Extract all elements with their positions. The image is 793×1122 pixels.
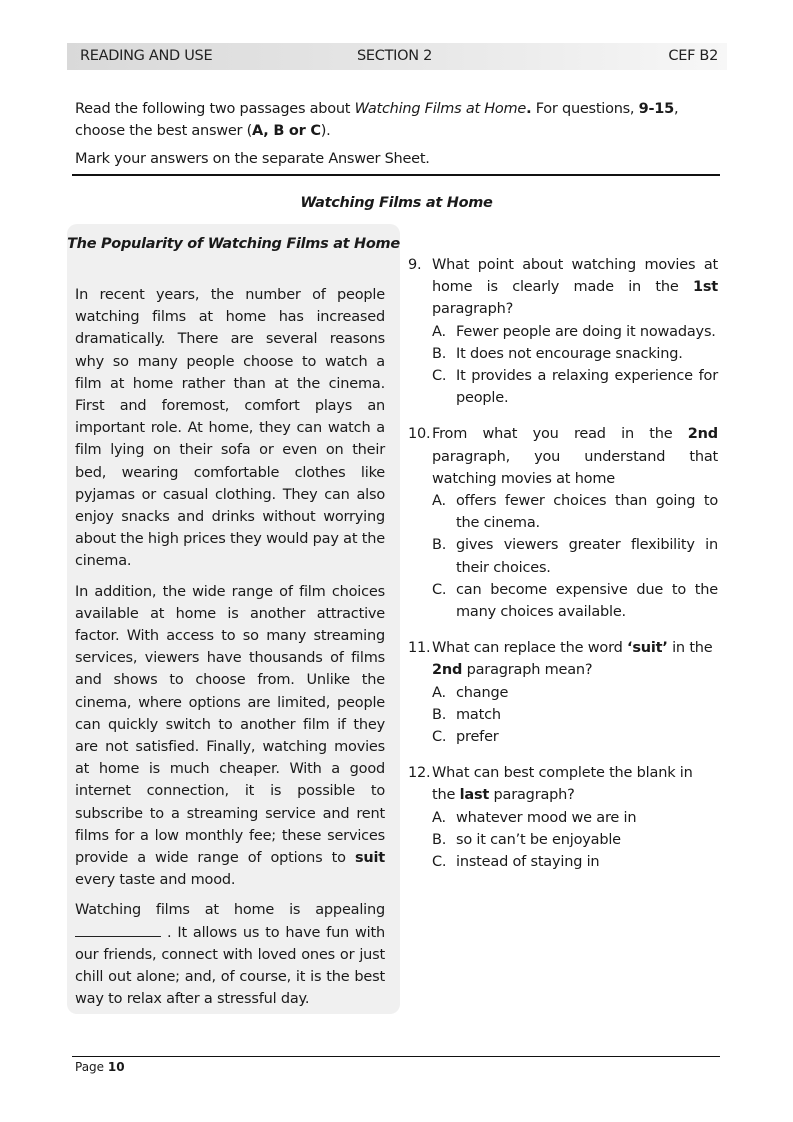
question-number: 12. bbox=[408, 765, 431, 782]
instructions-topic: Watching Films at Home bbox=[354, 101, 527, 117]
option-a[interactable]: A. whatever mood we are in bbox=[432, 809, 637, 826]
paragraph-2: In addition, the wide range of film choices available at home is another attractive factor. With access to so many streaming services, viewers have thousands of films and shows to choose from. Unlike the cinema, where options are limited, people can quickly switch to another film if they are not satisfied. Finally, watching movies at home is much cheaper. With a good internet connection, it is possible to subscribe to a streaming service and rent films for a low monthly fee; these services provide a wide range of options to suit every taste and mood. bbox=[75, 583, 385, 889]
page-number: 10 bbox=[107, 1060, 125, 1074]
question-text: From what you read in the 2nd paragraph, you understand that watching movies at home bbox=[432, 426, 718, 487]
option-a[interactable]: A. Fewer people are doing it nowadays. bbox=[432, 323, 716, 340]
option-b[interactable]: B. so it can’t be enjoyable bbox=[432, 831, 621, 848]
option-b[interactable]: B. gives viewers greater flexibility in their choices. bbox=[432, 537, 718, 576]
passage-box bbox=[67, 224, 400, 1014]
option-c[interactable]: C. It provides a relaxing experience for people. bbox=[432, 368, 718, 407]
header-paper-name: READING AND USE bbox=[80, 48, 213, 64]
instructions bbox=[75, 98, 725, 176]
header-section: SECTION 2 bbox=[357, 48, 433, 64]
option-a[interactable]: A. offers fewer choices than going to the cinema. bbox=[432, 493, 718, 532]
footer-divider bbox=[72, 1056, 720, 1057]
instructions-line-2: Mark your answers on the separate Answer Sheet. bbox=[75, 151, 430, 167]
answer-blank bbox=[75, 924, 161, 937]
option-b[interactable]: B. match bbox=[432, 706, 501, 723]
answer-options: A, B or C bbox=[252, 123, 321, 139]
question-text: What can best complete the blank in the last paragraph? bbox=[432, 765, 693, 804]
option-c[interactable]: C. can become expensive due to the many choices available. bbox=[432, 581, 718, 621]
page-footer: Page 10 bbox=[75, 1060, 125, 1074]
page-header bbox=[67, 43, 727, 70]
header-level: CEF B2 bbox=[668, 48, 718, 64]
option-b[interactable]: B. It does not encourage snacking. bbox=[432, 345, 683, 362]
question-11 bbox=[408, 637, 718, 748]
paragraph-3: Watching films at home is appealing . It allows us to have fun with our friends, connect with loved ones or just chill out alone; and, of course, it is the best way to relax after a stressful day. bbox=[75, 902, 385, 1008]
question-number: 11. bbox=[408, 640, 431, 657]
page-title: Watching Films at Home bbox=[300, 195, 493, 211]
question-text: What can replace the word ‘suit’ in the 2nd paragraph mean? bbox=[432, 640, 713, 679]
passage-title: The Popularity of Watching Films at Home bbox=[67, 236, 400, 252]
question-9 bbox=[408, 254, 718, 409]
question-10 bbox=[408, 423, 718, 623]
option-c[interactable]: C. instead of staying in bbox=[432, 854, 600, 871]
instructions-line-1: Read the following two passages about Watching Films at Home. For questions, 9-15, choose the best answer (A, B or C). bbox=[75, 101, 679, 139]
option-c[interactable]: C. prefer bbox=[432, 729, 499, 746]
question-12 bbox=[408, 762, 718, 873]
question-number: 10. bbox=[408, 426, 431, 443]
passage-body bbox=[75, 284, 385, 1019]
question-text: What point about watching movies at home is clearly made in the 1st paragraph? bbox=[432, 257, 718, 318]
questions-list bbox=[408, 254, 718, 887]
highlighted-word: suit bbox=[354, 850, 385, 867]
question-range: 9-15 bbox=[638, 101, 674, 117]
option-a[interactable]: A. change bbox=[432, 684, 509, 701]
paragraph-1: In recent years, the number of people watching films at home has increased dramatically. There are several reasons why so many people choose to watch a film at home rather than at the cinema. First and foremost, comfort plays an important role. At home, they can watch a film lying on their sofa or even on their bed, wearing comfortable clothes like pyjamas or casual clothing. They can also enjoy snacks and drinks without worrying about the high prices they would pay at the cinema. bbox=[75, 287, 385, 570]
divider bbox=[72, 174, 720, 176]
question-number: 9. bbox=[408, 257, 422, 273]
